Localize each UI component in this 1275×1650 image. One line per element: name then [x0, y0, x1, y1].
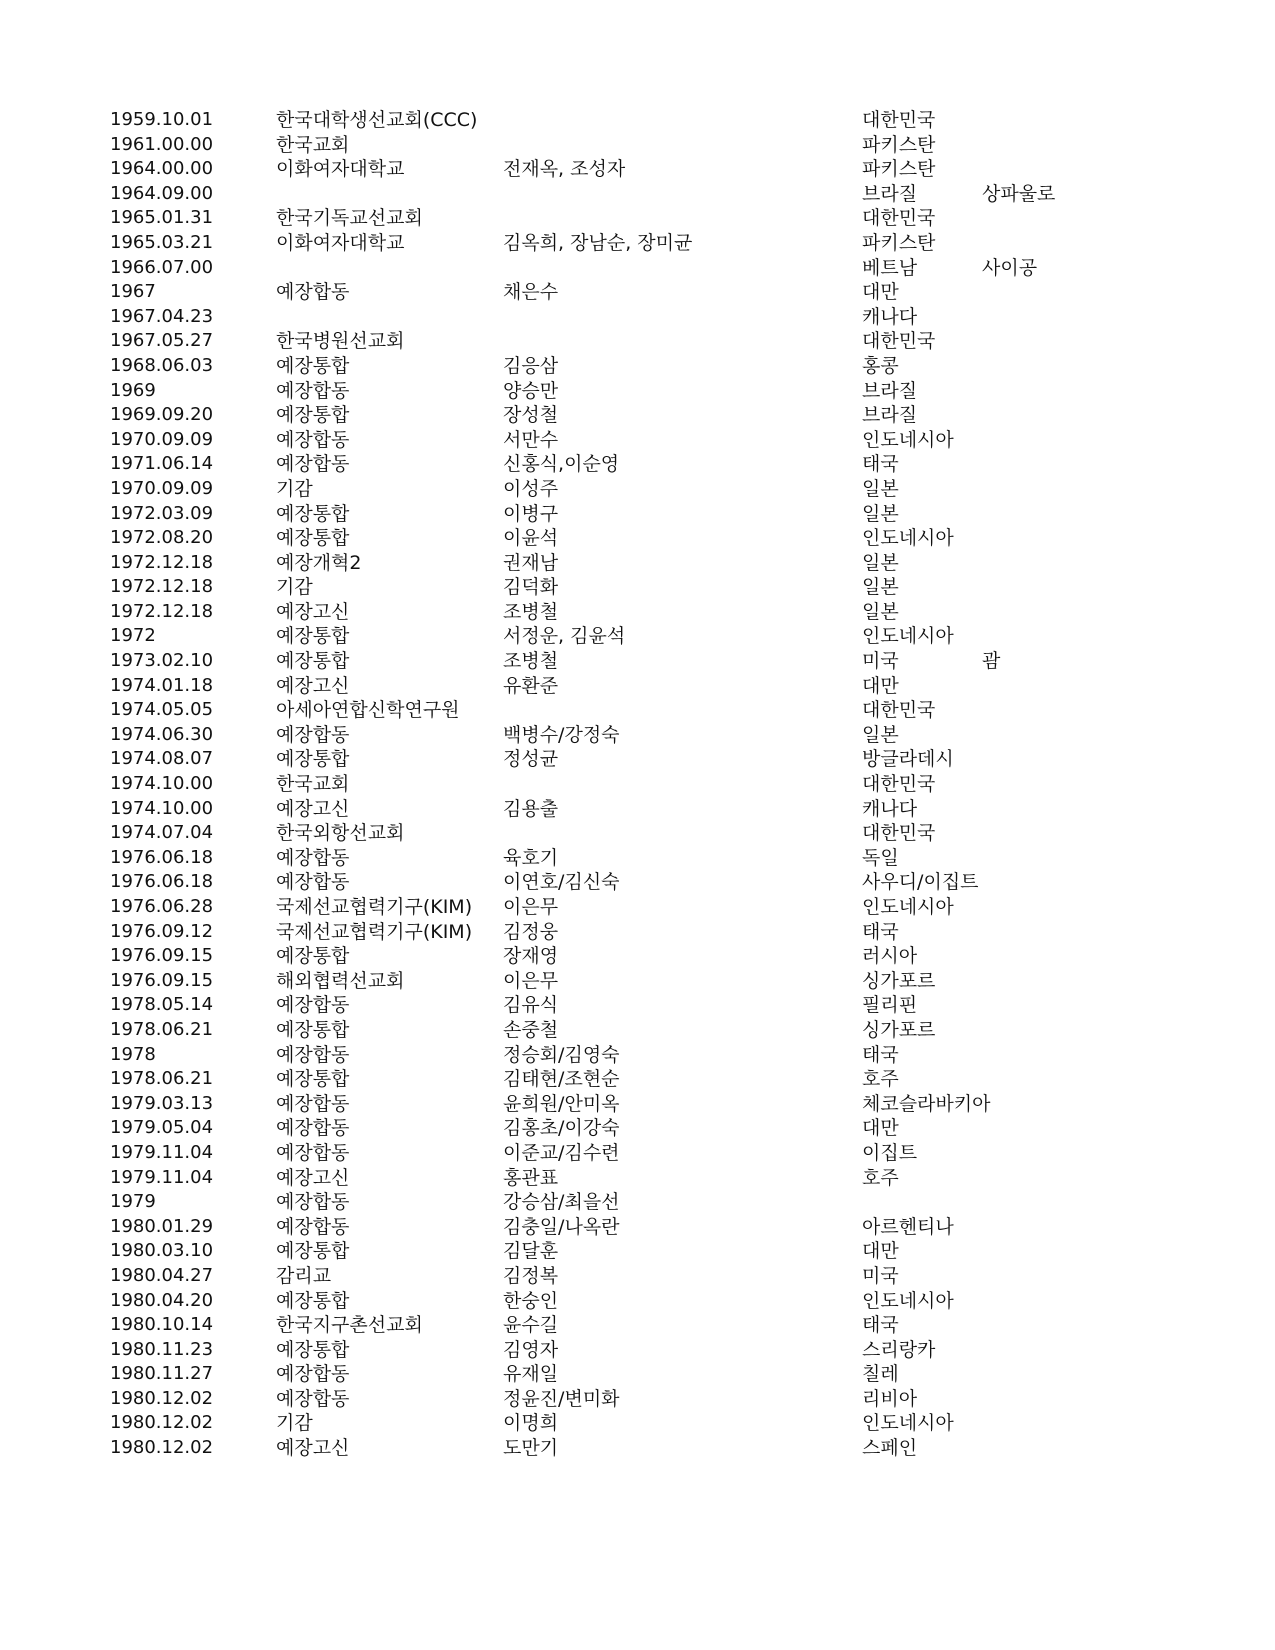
organization-cell: 예장합동 [276, 1117, 350, 1140]
country-cell: 대만 [862, 1240, 899, 1263]
missionary-names-cell: 김충일/나옥란 [503, 1215, 620, 1238]
record-row [0, 1362, 1275, 1387]
record-row [0, 108, 1275, 133]
record-row [0, 305, 1275, 330]
record-row [0, 575, 1275, 600]
organization-cell: 예장합동 [276, 846, 350, 869]
record-row [0, 600, 1275, 625]
record-row [0, 993, 1275, 1018]
record-row [0, 1313, 1275, 1338]
organization-cell: 한국교회 [276, 773, 350, 796]
organization-cell: 예장합동 [276, 1387, 350, 1410]
organization-cell: 국제선교협력기구(KIM) [276, 920, 473, 943]
organization-cell: 예장합동 [276, 994, 350, 1017]
organization-cell: 예장합동 [276, 1215, 350, 1238]
record-row [0, 723, 1275, 748]
date-cell: 1967.05.27 [110, 330, 214, 352]
organization-cell: 예장고신 [276, 674, 350, 697]
country-cell: 태국 [862, 1043, 899, 1066]
organization-cell: 예장통합 [276, 527, 350, 550]
date-cell: 1971.06.14 [110, 453, 214, 475]
date-cell: 1967 [110, 281, 156, 303]
organization-cell: 예장통합 [276, 404, 350, 427]
missionary-names-cell: 채은수 [503, 281, 559, 304]
date-cell: 1970.09.09 [110, 477, 214, 499]
organization-cell: 예장합동 [276, 1191, 350, 1214]
country-cell: 대만 [862, 281, 899, 304]
country-cell: 대만 [862, 1117, 899, 1140]
record-row [0, 1436, 1275, 1461]
country-cell: 싱가포르 [862, 1018, 936, 1041]
date-cell: 1959.10.01 [110, 109, 214, 130]
organization-cell: 예장고신 [276, 1437, 350, 1460]
record-row [0, 1387, 1275, 1412]
missionary-names-cell: 전재옥, 조성자 [503, 158, 626, 181]
date-cell: 1978.05.14 [110, 994, 214, 1016]
date-cell: 1974.07.04 [110, 822, 214, 844]
record-row [0, 256, 1275, 281]
country-cell: 인도네시아 [862, 625, 954, 648]
organization-cell: 이화여자대학교 [276, 231, 405, 254]
country-cell: 미국 [862, 650, 899, 673]
missionary-names-cell: 김용출 [503, 797, 559, 820]
country-cell: 캐나다 [862, 797, 918, 820]
country-cell: 베트남 [862, 256, 918, 279]
country-cell: 대한민국 [862, 109, 936, 131]
organization-cell: 예장합동 [276, 428, 350, 451]
missionary-names-cell: 김홍초/이강숙 [503, 1117, 620, 1140]
missionary-names-cell: 백병수/강정숙 [503, 723, 620, 746]
date-cell: 1965.03.21 [110, 231, 214, 253]
missionary-names-cell: 정성균 [503, 748, 559, 771]
country-cell: 러시아 [862, 945, 918, 968]
record-row [0, 133, 1275, 158]
record-row [0, 502, 1275, 527]
organization-cell: 예장개혁2 [276, 551, 362, 574]
city-cell: 괌 [982, 650, 1001, 673]
country-cell: 미국 [862, 1264, 899, 1287]
organization-cell: 예장통합 [276, 748, 350, 771]
missionary-names-cell: 김달훈 [503, 1240, 559, 1263]
missionary-names-cell: 윤희원/안미옥 [503, 1092, 620, 1115]
date-cell: 1961.00.00 [110, 133, 214, 155]
missionary-names-cell: 이성주 [503, 477, 559, 500]
missionary-names-cell: 정윤진/변미화 [503, 1387, 620, 1410]
date-cell: 1976.09.15 [110, 945, 214, 967]
missionary-names-cell: 유재일 [503, 1363, 559, 1386]
country-cell: 일본 [862, 600, 899, 623]
country-cell: 사우디/이집트 [862, 871, 979, 894]
record-row [0, 895, 1275, 920]
organization-cell: 기감 [276, 477, 313, 500]
missionary-names-cell: 김옥희, 장남순, 장미균 [503, 231, 693, 254]
country-cell: 인도네시아 [862, 527, 954, 550]
date-cell: 1970.09.09 [110, 428, 214, 450]
country-cell: 태국 [862, 920, 899, 943]
country-cell: 일본 [862, 723, 899, 746]
date-cell: 1966.07.00 [110, 256, 214, 278]
country-cell: 홍콩 [862, 354, 899, 377]
organization-cell: 예장합동 [276, 1141, 350, 1164]
record-row [0, 1141, 1275, 1166]
record-row [0, 674, 1275, 699]
missionary-names-cell: 유환준 [503, 674, 559, 697]
record-row [0, 1043, 1275, 1068]
organization-cell: 예장통합 [276, 1338, 350, 1361]
missionary-names-cell: 신홍식,이순영 [503, 453, 620, 476]
date-cell: 1974.01.18 [110, 674, 214, 696]
record-row [0, 526, 1275, 551]
country-cell: 일본 [862, 551, 899, 574]
record-row [0, 649, 1275, 674]
date-cell: 1969 [110, 379, 156, 401]
record-row [0, 846, 1275, 871]
organization-cell: 예장통합 [276, 502, 350, 525]
country-cell: 인도네시아 [862, 1412, 954, 1435]
date-cell: 1978 [110, 1043, 156, 1065]
missionary-names-cell: 이윤석 [503, 527, 559, 550]
country-cell: 인도네시아 [862, 896, 954, 918]
date-cell: 1976.06.18 [110, 871, 214, 893]
record-row [0, 772, 1275, 797]
country-cell: 이집트 [862, 1141, 918, 1164]
date-cell: 1972.12.18 [110, 576, 214, 598]
date-cell: 1976.06.28 [110, 896, 214, 917]
organization-cell: 국제선교협력기구(KIM) [276, 896, 473, 918]
record-row [0, 1116, 1275, 1141]
record-row [0, 428, 1275, 453]
date-cell: 1974.08.07 [110, 748, 214, 770]
organization-cell: 예장합동 [276, 281, 350, 304]
date-cell: 1976.06.18 [110, 846, 214, 868]
organization-cell: 예장합동 [276, 1092, 350, 1115]
organization-cell: 감리교 [276, 1264, 332, 1287]
organization-cell: 예장통합 [276, 650, 350, 673]
country-cell: 호주 [862, 1068, 899, 1091]
country-cell: 독일 [862, 846, 899, 869]
missionary-names-cell: 강승삼/최을선 [503, 1191, 620, 1214]
missionary-names-cell: 서정운, 김윤석 [503, 625, 626, 648]
record-row [0, 379, 1275, 404]
record-row [0, 280, 1275, 305]
country-cell: 스리랑카 [862, 1338, 936, 1361]
organization-cell: 한국기독교선교회 [276, 207, 423, 230]
record-row [0, 477, 1275, 502]
country-cell: 대만 [862, 674, 899, 697]
organization-cell: 예장통합 [276, 1018, 350, 1041]
missionary-names-cell: 이연호/김신숙 [503, 871, 620, 894]
date-cell: 1974.05.05 [110, 699, 214, 721]
date-cell: 1978.06.21 [110, 1068, 214, 1090]
date-cell: 1972.12.18 [110, 600, 214, 622]
record-row [0, 944, 1275, 969]
missionary-names-cell: 이명희 [503, 1412, 559, 1435]
missionary-names-cell: 장재영 [503, 945, 559, 968]
date-cell: 1980.04.27 [110, 1264, 214, 1286]
organization-cell: 예장합동 [276, 379, 350, 402]
date-cell: 1964.09.00 [110, 182, 214, 204]
date-cell: 1972.08.20 [110, 527, 214, 549]
record-row [0, 157, 1275, 182]
missionary-names-cell: 도만기 [503, 1437, 559, 1460]
record-row [0, 969, 1275, 994]
organization-cell: 예장고신 [276, 797, 350, 820]
missionary-names-cell: 김영자 [503, 1338, 559, 1361]
date-cell: 1976.09.15 [110, 969, 214, 991]
organization-cell: 한국병원선교회 [276, 330, 405, 353]
date-cell: 1968.06.03 [110, 354, 214, 376]
organization-cell: 예장고신 [276, 600, 350, 623]
date-cell: 1980.10.14 [110, 1314, 214, 1336]
missionary-names-cell: 양승만 [503, 379, 559, 402]
missionary-names-cell: 이준교/김수련 [503, 1141, 620, 1164]
record-row [0, 551, 1275, 576]
country-cell: 필리핀 [862, 994, 918, 1017]
organization-cell: 예장합동 [276, 1043, 350, 1066]
date-cell: 1972.03.09 [110, 502, 214, 524]
country-cell: 태국 [862, 453, 899, 476]
country-cell: 일본 [862, 477, 899, 500]
record-row [0, 1166, 1275, 1191]
organization-cell: 예장합동 [276, 871, 350, 894]
organization-cell: 한국대학생선교회(CCC) [276, 109, 478, 131]
record-row [0, 1239, 1275, 1264]
date-cell: 1980.04.20 [110, 1289, 214, 1311]
country-cell: 스페인 [862, 1437, 918, 1460]
record-row [0, 329, 1275, 354]
record-row [0, 1018, 1275, 1043]
country-cell: 방글라데시 [862, 748, 954, 771]
missionary-names-cell: 조병철 [503, 600, 559, 623]
city-cell: 상파울로 [982, 182, 1056, 205]
date-cell: 1972.12.18 [110, 551, 214, 573]
date-cell: 1969.09.20 [110, 404, 214, 426]
city-cell: 사이공 [982, 256, 1038, 279]
record-row [0, 206, 1275, 231]
missionary-names-cell: 김태현/조현순 [503, 1068, 620, 1091]
organization-cell: 예장고신 [276, 1166, 350, 1189]
date-cell: 1979.11.04 [110, 1141, 214, 1163]
date-cell: 1980.11.27 [110, 1363, 214, 1385]
date-cell: 1980.11.23 [110, 1338, 214, 1360]
organization-cell: 예장통합 [276, 1068, 350, 1091]
country-cell: 인도네시아 [862, 428, 954, 451]
missionary-names-cell: 장성철 [503, 404, 559, 427]
record-row [0, 1092, 1275, 1117]
organization-cell: 한국외항선교회 [276, 822, 405, 845]
organization-cell: 예장합동 [276, 1363, 350, 1386]
missionary-names-cell: 조병철 [503, 650, 559, 673]
date-cell: 1980.12.02 [110, 1387, 214, 1409]
record-row [0, 797, 1275, 822]
record-row [0, 747, 1275, 772]
country-cell: 대한민국 [862, 822, 936, 845]
country-cell: 체코슬라바키아 [862, 1092, 991, 1115]
country-cell: 칠레 [862, 1363, 899, 1386]
record-row [0, 624, 1275, 649]
country-cell: 대한민국 [862, 773, 936, 796]
date-cell: 1967.04.23 [110, 305, 214, 327]
date-cell: 1980.12.02 [110, 1437, 214, 1459]
missionary-names-cell: 김정복 [503, 1264, 559, 1287]
mission-record-list [0, 108, 1275, 1461]
record-row [0, 403, 1275, 428]
organization-cell: 예장통합 [276, 1289, 350, 1312]
country-cell: 일본 [862, 502, 899, 525]
record-row [0, 1289, 1275, 1314]
organization-cell: 아세아연합신학연구원 [276, 699, 460, 722]
date-cell: 1974.10.00 [110, 773, 214, 795]
organization-cell: 기감 [276, 576, 313, 599]
missionary-names-cell: 한숭인 [503, 1289, 559, 1312]
country-cell: 싱가포르 [862, 969, 936, 992]
record-row [0, 821, 1275, 846]
organization-cell: 기감 [276, 1412, 313, 1435]
organization-cell: 한국교회 [276, 133, 350, 156]
organization-cell: 예장합동 [276, 723, 350, 746]
date-cell: 1979.03.13 [110, 1092, 214, 1114]
record-row [0, 354, 1275, 379]
organization-cell: 예장통합 [276, 1240, 350, 1263]
country-cell: 대한민국 [862, 330, 936, 353]
country-cell: 파키스탄 [862, 231, 936, 254]
missionary-names-cell: 권재남 [503, 551, 559, 574]
country-cell: 브라질 [862, 404, 918, 427]
record-row [0, 1215, 1275, 1240]
record-row [0, 1411, 1275, 1436]
record-row [0, 1264, 1275, 1289]
record-row [0, 870, 1275, 895]
organization-cell: 예장통합 [276, 354, 350, 377]
organization-cell: 예장통합 [276, 945, 350, 968]
record-row [0, 1067, 1275, 1092]
date-cell: 1979.11.04 [110, 1166, 214, 1188]
organization-cell: 한국지구촌선교회 [276, 1314, 423, 1337]
organization-cell: 이화여자대학교 [276, 158, 405, 181]
country-cell: 일본 [862, 576, 899, 599]
missionary-names-cell: 정승회/김영숙 [503, 1043, 620, 1066]
date-cell: 1965.01.31 [110, 207, 214, 229]
country-cell: 아르헨티나 [862, 1215, 954, 1238]
country-cell: 대한민국 [862, 207, 936, 230]
missionary-names-cell: 손중철 [503, 1018, 559, 1041]
missionary-names-cell: 홍관표 [503, 1166, 559, 1189]
country-cell: 인도네시아 [862, 1289, 954, 1312]
missionary-names-cell: 이병구 [503, 502, 559, 525]
country-cell: 캐나다 [862, 305, 918, 328]
organization-cell: 예장통합 [276, 625, 350, 648]
missionary-names-cell: 김덕화 [503, 576, 559, 599]
date-cell: 1980.03.10 [110, 1240, 214, 1262]
date-cell: 1974.06.30 [110, 723, 214, 745]
country-cell: 파키스탄 [862, 158, 936, 181]
missionary-names-cell: 육호기 [503, 846, 559, 869]
missionary-names-cell: 김유식 [503, 994, 559, 1017]
country-cell: 브라질 [862, 182, 918, 205]
date-cell: 1979 [110, 1191, 156, 1213]
missionary-names-cell: 서만수 [503, 428, 559, 451]
date-cell: 1980.01.29 [110, 1215, 214, 1237]
date-cell: 1974.10.00 [110, 797, 214, 819]
record-row [0, 1338, 1275, 1363]
date-cell: 1973.02.10 [110, 650, 214, 672]
date-cell: 1980.12.02 [110, 1412, 214, 1434]
date-cell: 1964.00.00 [110, 158, 214, 180]
record-row [0, 1190, 1275, 1215]
record-row [0, 698, 1275, 723]
country-cell: 파키스탄 [862, 133, 936, 156]
country-cell: 브라질 [862, 379, 918, 402]
missionary-names-cell: 이은무 [503, 969, 559, 992]
record-row [0, 452, 1275, 477]
country-cell: 대한민국 [862, 699, 936, 722]
missionary-names-cell: 윤수길 [503, 1314, 559, 1337]
record-row [0, 920, 1275, 945]
missionary-names-cell: 이은무 [503, 896, 559, 918]
record-row [0, 182, 1275, 207]
record-row [0, 231, 1275, 256]
country-cell: 리비아 [862, 1387, 918, 1410]
missionary-names-cell: 김정웅 [503, 920, 559, 943]
organization-cell: 해외협력선교회 [276, 969, 405, 992]
date-cell: 1978.06.21 [110, 1018, 214, 1040]
missionary-names-cell: 김응삼 [503, 354, 559, 377]
date-cell: 1976.09.12 [110, 920, 214, 942]
country-cell: 호주 [862, 1166, 899, 1189]
country-cell: 태국 [862, 1314, 899, 1337]
organization-cell: 예장합동 [276, 453, 350, 476]
date-cell: 1972 [110, 625, 156, 647]
date-cell: 1979.05.04 [110, 1117, 214, 1139]
